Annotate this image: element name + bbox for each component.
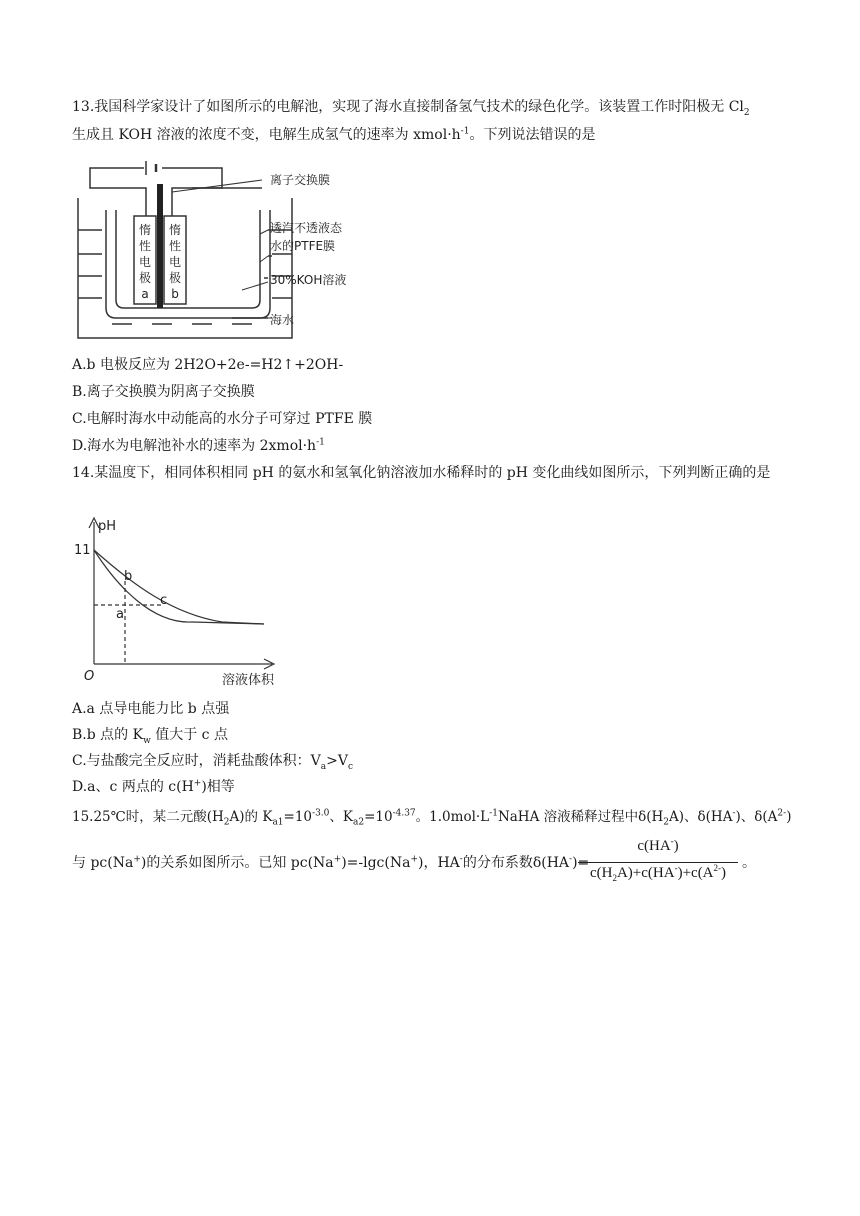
electrode-b-label: b — [171, 287, 179, 301]
label-ptfe-line1: 透汽不透液态 — [270, 221, 343, 235]
ion-exchange-membrane — [157, 184, 163, 308]
q14-option-b: B.b 点的 $K_w$ 值大于 c 点 — [72, 727, 228, 746]
q14-option-c: C.与盐酸完全反应时，消耗盐酸体积：$V_a>V_c$ — [72, 753, 354, 772]
q13-option-d: D.海水为电解池补水的速率为 $2xmol\cdot h^{-1}$ — [72, 437, 325, 454]
q14-stem: 14.某温度下，相同体积相同 pH 的氨水和氢氧化钠溶液加水稀释时的 pH 变化曲线如图所示，下列判断正确的是 — [72, 465, 771, 481]
electrode-a-char: 电 — [138, 255, 152, 269]
electrode-b-char: 极 — [168, 271, 182, 285]
origin-label: O — [84, 669, 95, 684]
electrode-b-char: 惰 — [168, 223, 182, 237]
q13-option-c: C.电解时海水中动能高的水分子可穿过 PTFE 膜 — [72, 411, 373, 427]
q13-stem-line1: 13.我国科学家设计了如图所示的电解池，实现了海水直接制备氢气技术的绿色化学。该装置工作时阳极无 $Cl_2$ — [72, 99, 750, 118]
y-tick-11: 11 — [74, 543, 91, 558]
electrode-a-char: 性 — [138, 239, 152, 253]
q14-option-d: D.a、c 两点的 c(H+)相等 — [72, 778, 235, 795]
label-ptfe-line2: 水的PTFE膜 — [270, 239, 336, 253]
point-b-label: b — [124, 569, 133, 584]
q15-stem-line2: 与 pc(Na+)的关系如图所示。已知 pc(Na+)=-lgc(Na+)，HA-的分布系数δ(HA-)= — [72, 854, 590, 871]
q13-option-a: A.b 电极反应为 2H2O+2e-=H2↑+2OH- — [72, 357, 344, 373]
q13-option-b: B.离子交换膜为阴离子交换膜 — [72, 384, 255, 400]
electrolysis-cell-figure — [72, 158, 382, 343]
electrode-a-label: a — [141, 287, 149, 301]
y-axis-label: pH — [98, 519, 117, 534]
label-seawater: 海水 — [270, 313, 295, 327]
electrode-a-char: 惰 — [138, 223, 152, 237]
electrode-a-char: 极 — [138, 271, 152, 285]
label-ion-exchange-membrane: 离子交换膜 — [270, 173, 331, 187]
fraction-denominator: $c(H_2A)+c(HA^-)+c(A^{2-})$ — [589, 863, 727, 883]
electrode-b-char: 性 — [168, 239, 182, 253]
label-koh: 30%KOH溶液 — [270, 273, 347, 287]
q14-option-a: A.a 点导电能力比 b 点强 — [72, 701, 230, 717]
q15-period: 。 — [742, 855, 756, 871]
fraction-numerator: c(HA-) — [637, 836, 679, 854]
x-axis-label: 溶液体积 — [222, 673, 275, 688]
point-c-label: c — [160, 593, 168, 608]
point-a-label: a — [116, 607, 124, 622]
ph-dilution-chart — [72, 514, 312, 692]
electrode-b-char: 电 — [168, 255, 182, 269]
q13-stem-line2: 生成且 KOH 溶液的浓度不变，电解生成氢气的速率为 $xmol\cdot h^{-1}$。下列说法错误的是 — [72, 126, 596, 143]
distribution-fraction — [578, 838, 738, 887]
q15-stem-line1: 15.25℃时，某二元酸$(H_2A)$的 $K_{a1}=10^{-3.0}$、$K_{a2}=10^{-4.37}$。$1.0mol\cdot L^{-1}NaHA$ 溶液稀释过程中$\delta(H_2A)$、δ(HA-)、$\delta(A^{2-})$ — [72, 808, 792, 828]
